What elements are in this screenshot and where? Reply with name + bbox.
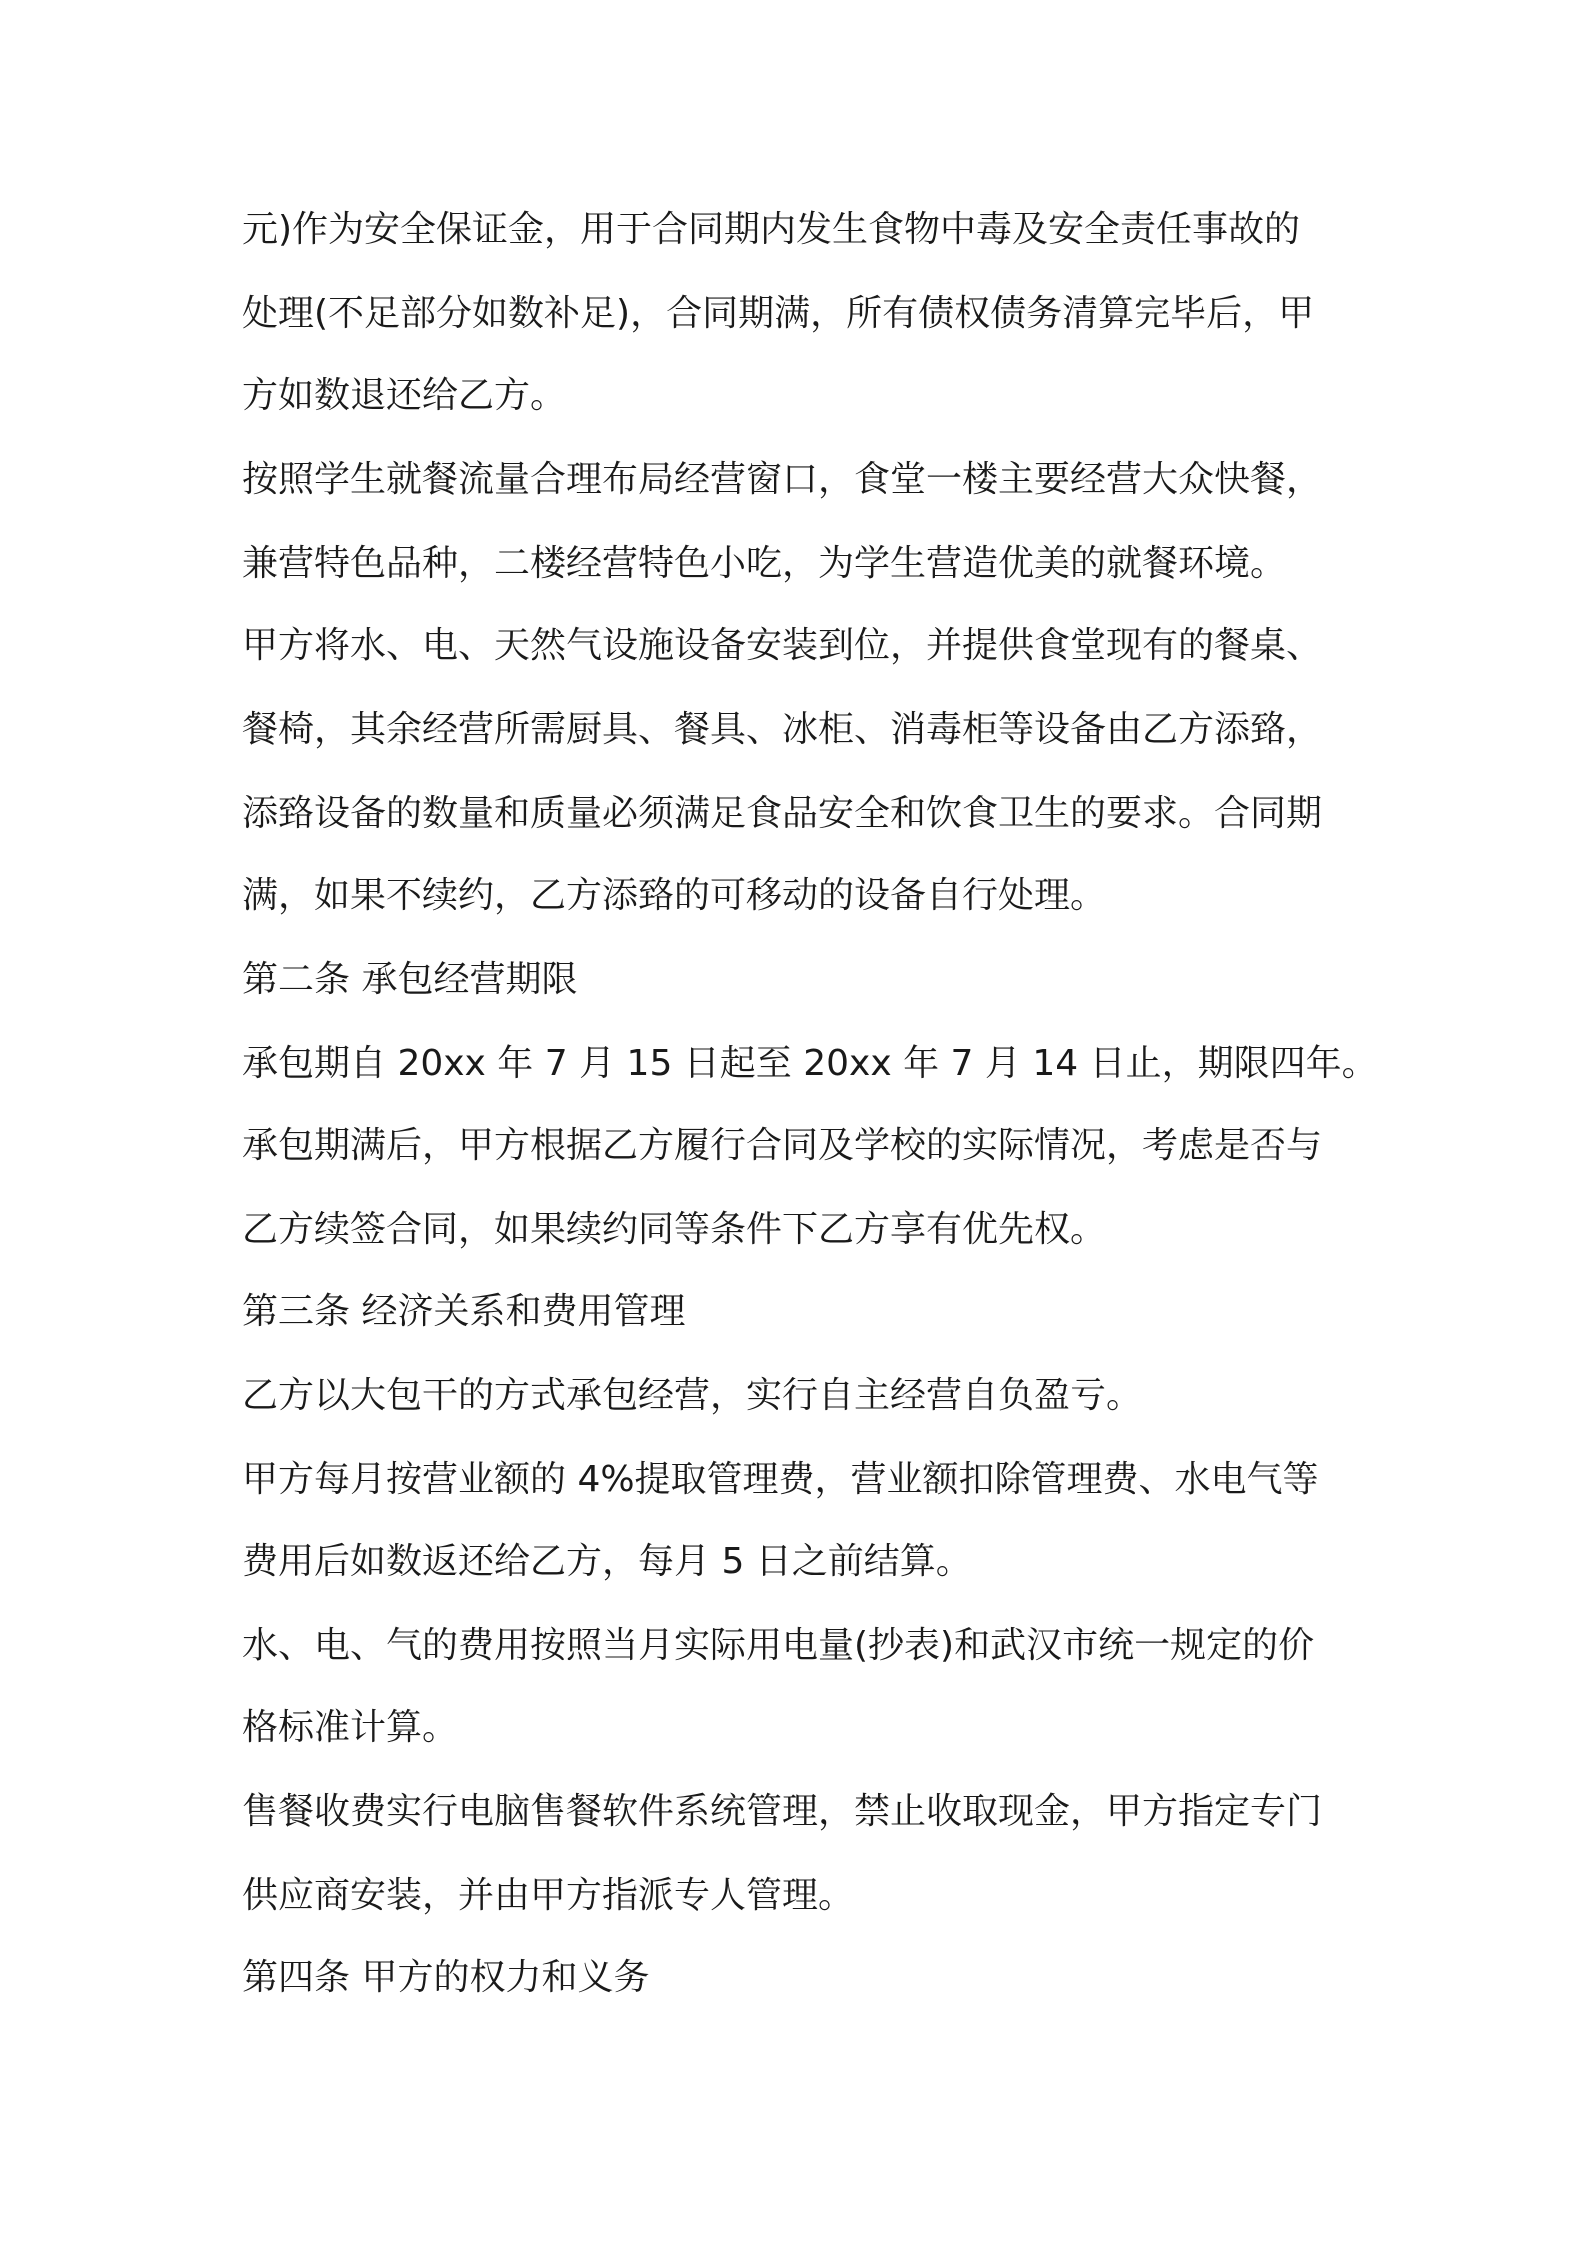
- paragraph-line: 按照学生就餐流量合理布局经营窗口，食堂一楼主要经营大众快餐，: [242, 459, 1323, 500]
- paragraph-line: 甲方每月按营业额的 4%提取管理费，营业额扣除管理费、水电气等: [242, 1459, 1319, 1500]
- paragraph-line: 元)作为安全保证金，用于合同期内发生食物中毒及安全责任事故的: [242, 209, 1301, 250]
- paragraph-line: 承包期满后，甲方根据乙方履行合同及学校的实际情况，考虑是否与: [242, 1125, 1323, 1166]
- paragraph-line: 乙方续签合同，如果续约同等条件下乙方享有优先权。: [242, 1209, 1107, 1250]
- paragraph-line: 甲方将水、电、天然气设施设备安装到位，并提供食堂现有的餐桌、: [242, 625, 1323, 666]
- paragraph-line: 乙方以大包干的方式承包经营，实行自主经营自负盈亏。: [242, 1375, 1143, 1416]
- paragraph-line: 供应商安装，并由甲方指派专人管理。: [242, 1875, 855, 1916]
- paragraph-line: 承包期自 20xx 年 7 月 15 日起至 20xx 年 7 月 14 日止，期限四年。: [242, 1043, 1378, 1084]
- paragraph-line: 售餐收费实行电脑售餐软件系统管理，禁止收取现金，甲方指定专门: [242, 1791, 1323, 1832]
- section-heading: 第三条 经济关系和费用管理: [242, 1291, 686, 1332]
- paragraph-line: 兼营特色品种，二楼经营特色小吃，为学生营造优美的就餐环境。: [242, 543, 1287, 584]
- paragraph-line: 添臵设备的数量和质量必须满足食品安全和饮食卫生的要求。合同期: [242, 793, 1323, 834]
- paragraph-line: 费用后如数返还给乙方，每月 5 日之前结算。: [242, 1541, 972, 1582]
- paragraph-line: 满，如果不续约，乙方添臵的可移动的设备自行处理。: [242, 875, 1107, 916]
- section-heading: 第四条 甲方的权力和义务: [242, 1957, 650, 1998]
- paragraph-line: 水、电、气的费用按照当月实际用电量(抄表)和武汉市统一规定的价: [242, 1625, 1315, 1666]
- section-heading: 第二条 承包经营期限: [242, 959, 578, 1000]
- paragraph-line: 餐椅，其余经营所需厨具、餐具、冰柜、消毒柜等设备由乙方添臵，: [242, 709, 1323, 750]
- paragraph-line: 格标准计算。: [242, 1707, 459, 1748]
- paragraph-line: 处理(不足部分如数补足)，合同期满，所有债权债务清算完毕后，甲: [242, 293, 1315, 334]
- paragraph-line: 方如数退还给乙方。: [242, 375, 567, 416]
